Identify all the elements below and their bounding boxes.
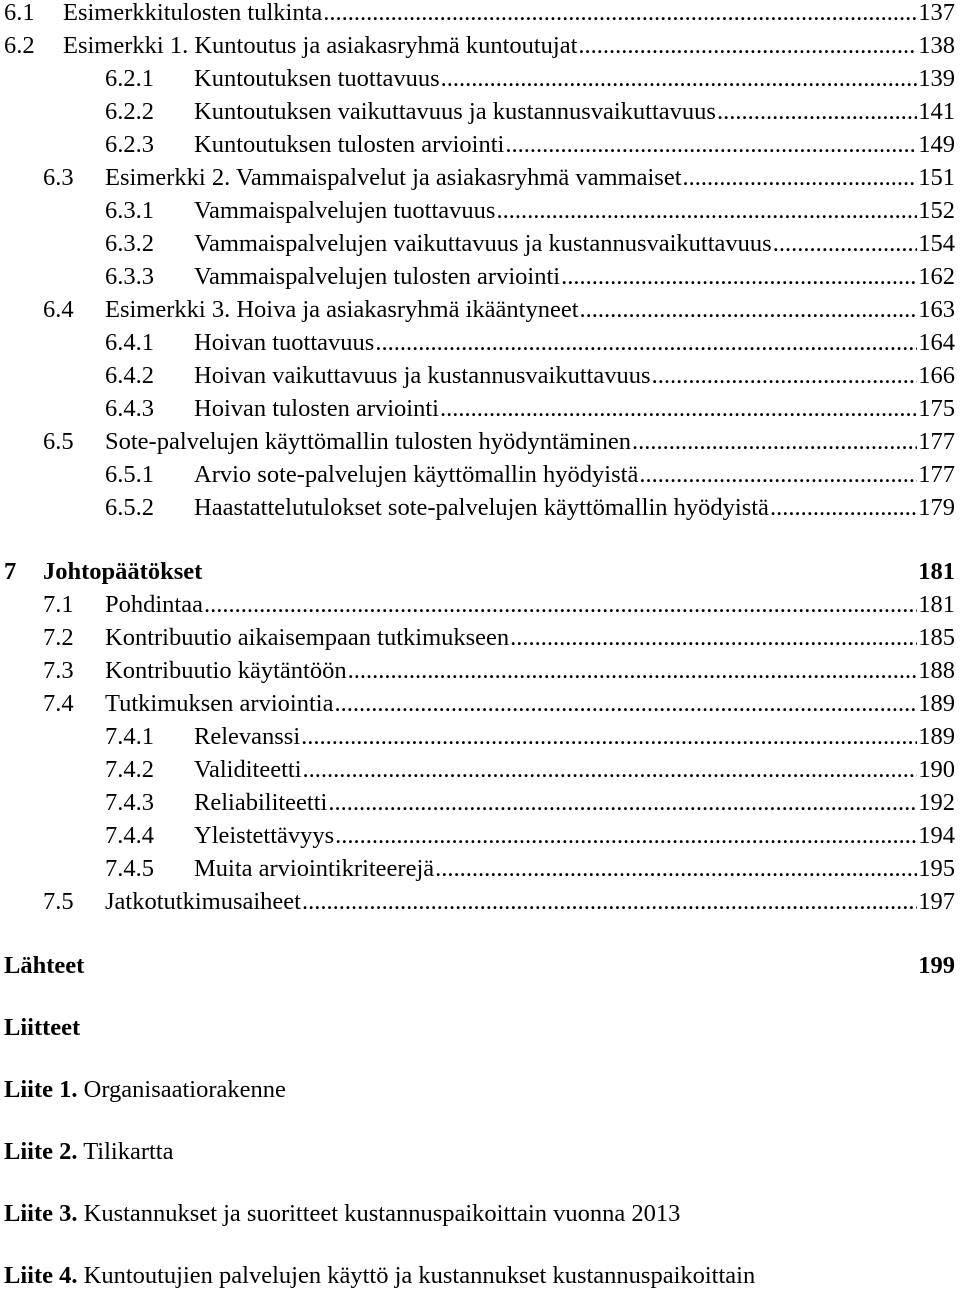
toc-page-number: 177 xyxy=(918,461,955,488)
dot-leader xyxy=(652,359,918,392)
appendix-title: Kustannukset ja suoritteet kustannuspaikoittain vuonna 2013 xyxy=(83,1200,681,1227)
toc-title: Kontribuutio käytäntöön xyxy=(105,657,347,684)
toc-title: Kontribuutio aikaisempaan tutkimukseen xyxy=(105,624,510,651)
toc-title: Pohdintaa xyxy=(105,591,203,618)
toc-title: Kuntoutuksen tulosten arviointi xyxy=(194,131,505,158)
toc-number: 7.3 xyxy=(43,657,74,684)
dot-leader xyxy=(561,260,917,293)
toc-entry-7-1[interactable] xyxy=(43,588,955,621)
appendix-item-3[interactable] xyxy=(4,1197,680,1230)
toc-title: Yleistettävyys xyxy=(194,822,335,849)
toc-page-number: 188 xyxy=(918,657,955,684)
appendix-title: Organisaatiorakenne xyxy=(83,1076,286,1103)
toc-page-number: 175 xyxy=(918,395,955,422)
toc-number: 6.4.1 xyxy=(105,329,154,356)
toc-title: Validiteetti xyxy=(194,756,302,783)
toc-title: Jatkotutkimusaiheet xyxy=(105,888,301,915)
toc-entry-7-5[interactable] xyxy=(43,885,955,918)
dot-leader xyxy=(505,128,917,161)
toc-title: Haastattelutulokset sote-palvelujen käyttömallin hyödyistä xyxy=(194,494,769,521)
toc-title: Arvio sote-palvelujen käyttömallin hyödyistä xyxy=(194,461,639,488)
toc-entry-7-4-3[interactable] xyxy=(105,786,955,819)
toc-title: Esimerkkitulosten tulkinta xyxy=(63,0,323,26)
toc-number: 7.5 xyxy=(43,888,74,915)
toc-entry-7-4-4[interactable] xyxy=(105,819,955,852)
toc-entry-6-5-2[interactable] xyxy=(105,491,955,524)
toc-number: 7.4.4 xyxy=(105,822,154,849)
toc-page-number: 181 xyxy=(918,591,955,618)
appendix-title: Tilikartta xyxy=(83,1138,174,1165)
dot-leader xyxy=(335,819,917,852)
appendix-label: Liite 1. xyxy=(4,1076,78,1103)
toc-title: Relevanssi xyxy=(194,723,301,750)
appendix-title: Kuntoutujien palvelujen käyttö ja kustannukset kustannuspaikoittain xyxy=(83,1262,756,1289)
toc-title: Kuntoutuksen vaikuttavuus ja kustannusvaikuttavuus xyxy=(194,98,716,125)
dot-leader xyxy=(773,227,918,260)
toc-title: Vammaispalvelujen tuottavuus xyxy=(194,197,496,224)
toc-number: 6.4 xyxy=(43,296,74,323)
toc-number: 6.5.1 xyxy=(105,461,154,488)
dot-leader xyxy=(435,852,917,885)
dot-leader xyxy=(301,720,917,753)
toc-number: 6.3.3 xyxy=(105,263,154,290)
toc-entry-6-5[interactable] xyxy=(43,425,955,458)
toc-entry-6-3-3[interactable] xyxy=(105,260,955,293)
toc-page-number: 137 xyxy=(918,0,955,26)
toc-entry-6-2-3[interactable] xyxy=(105,128,955,161)
toc-title: Vammaispalvelujen tulosten arviointi xyxy=(194,263,561,290)
dot-leader xyxy=(303,753,918,786)
appendix-item-2[interactable] xyxy=(4,1135,173,1168)
toc-page-number: 181 xyxy=(918,558,955,585)
dot-leader xyxy=(302,885,917,918)
toc-number: 7.2 xyxy=(43,624,74,651)
toc-number: 7.4.2 xyxy=(105,756,154,783)
toc-title: Hoivan tulosten arviointi xyxy=(194,395,439,422)
dot-leader xyxy=(441,62,918,95)
toc-entry-6-4[interactable] xyxy=(43,293,955,326)
dot-leader xyxy=(375,326,917,359)
toc-chapter-7[interactable] xyxy=(4,555,955,588)
toc-entry-6-4-2[interactable] xyxy=(105,359,955,392)
toc-page-number: 179 xyxy=(918,494,955,521)
toc-title: Tutkimuksen arviointia xyxy=(105,690,334,717)
dot-leader xyxy=(770,491,917,524)
toc-entry-7-4-2[interactable] xyxy=(105,753,955,786)
toc-number: 7.1 xyxy=(43,591,74,618)
dot-leader xyxy=(348,654,918,687)
toc-page-number: 154 xyxy=(918,230,955,257)
toc-page-number: 195 xyxy=(918,855,955,882)
toc-entry-6-2-2[interactable] xyxy=(105,95,955,128)
toc-page-number: 197 xyxy=(918,888,955,915)
dot-leader xyxy=(683,161,918,194)
toc-title: Vammaispalvelujen vaikuttavuus ja kustannusvaikuttavuus xyxy=(194,230,772,257)
toc-number: 6.3.1 xyxy=(105,197,154,224)
toc-page-number: 138 xyxy=(918,32,955,59)
toc-page-number: 185 xyxy=(918,624,955,651)
toc-page-number: 151 xyxy=(918,164,955,191)
dot-leader xyxy=(639,458,917,491)
dot-leader xyxy=(328,786,917,819)
toc-liitteet-heading: Liitteet xyxy=(4,1014,81,1041)
toc-title: Kuntoutuksen tuottavuus xyxy=(194,65,440,92)
toc-entry-6-1[interactable] xyxy=(4,0,955,29)
toc-entry-6-3-2[interactable] xyxy=(105,227,955,260)
toc-number: 6.2.1 xyxy=(105,65,154,92)
toc-page-number: 166 xyxy=(918,362,955,389)
toc-number: 6.4.2 xyxy=(105,362,154,389)
dot-leader xyxy=(204,588,917,621)
appendix-item-4[interactable] xyxy=(4,1259,755,1292)
toc-entry-6-4-3[interactable] xyxy=(105,392,955,425)
appendix-label: Liite 4. xyxy=(4,1262,78,1289)
toc-number: 6.3 xyxy=(43,164,74,191)
toc-title: Hoivan tuottavuus xyxy=(194,329,375,356)
toc-page-number: 194 xyxy=(918,822,955,849)
toc-number: 7.4 xyxy=(43,690,74,717)
dot-leader xyxy=(510,621,917,654)
toc-page-number: 189 xyxy=(918,723,955,750)
toc-page-number: 192 xyxy=(918,789,955,816)
toc-page-number: 177 xyxy=(918,428,955,455)
toc-lahteet[interactable] xyxy=(4,949,955,982)
dot-leader xyxy=(496,194,917,227)
toc-entry-6-2-1[interactable] xyxy=(105,62,955,95)
toc-entry-6-2[interactable] xyxy=(4,29,955,62)
dot-leader xyxy=(578,29,917,62)
appendix-label: Liite 3. xyxy=(4,1200,78,1227)
toc-entry-6-5-1[interactable] xyxy=(105,458,955,491)
dot-leader xyxy=(440,392,917,425)
toc-entry-7-2[interactable] xyxy=(43,621,955,654)
toc-entry-7-4[interactable] xyxy=(43,687,955,720)
toc-title: Esimerkki 3. Hoiva ja asiakasryhmä ikääntyneet xyxy=(105,296,579,323)
dot-leader xyxy=(334,687,917,720)
toc-page-number: 139 xyxy=(918,65,955,92)
toc-page-number: 149 xyxy=(918,131,955,158)
toc-entry-7-3[interactable] xyxy=(43,654,955,687)
toc-number: 6.1 xyxy=(4,0,35,26)
toc-number: 7.4.1 xyxy=(105,723,154,750)
dot-leader xyxy=(632,425,917,458)
toc-page-number: 162 xyxy=(918,263,955,290)
appendix-item-1[interactable] xyxy=(4,1073,286,1106)
toc-number: 7.4.3 xyxy=(105,789,154,816)
dot-leader xyxy=(717,95,917,128)
toc-number: 6.2.2 xyxy=(105,98,154,125)
toc-entry-7-4-1[interactable] xyxy=(105,720,955,753)
toc-title: Lähteet xyxy=(4,952,85,979)
toc-entry-7-4-5[interactable] xyxy=(105,852,955,885)
toc-page-number: 141 xyxy=(918,98,955,125)
toc-number: 7.4.5 xyxy=(105,855,154,882)
toc-number: 7 xyxy=(4,558,17,585)
toc-number: 6.5 xyxy=(43,428,74,455)
toc-number: 6.2 xyxy=(4,32,35,59)
toc-number: 6.2.3 xyxy=(105,131,154,158)
toc-title: Reliabiliteetti xyxy=(194,789,328,816)
toc-page-number: 190 xyxy=(918,756,955,783)
appendix-label: Liite 2. xyxy=(4,1138,78,1165)
toc-title: Sote-palvelujen käyttömallin tulosten hyödyntäminen xyxy=(105,428,631,455)
dot-leader xyxy=(580,293,918,326)
toc-title: Esimerkki 1. Kuntoutus ja asiakasryhmä kuntoutujat xyxy=(63,32,578,59)
toc-page-number: 163 xyxy=(918,296,955,323)
toc-title: Esimerkki 2. Vammaispalvelut ja asiakasryhmä vammaiset xyxy=(105,164,682,191)
toc-page-number: 152 xyxy=(918,197,955,224)
toc-entry-6-3-1[interactable] xyxy=(105,194,955,227)
toc-page-number: 199 xyxy=(918,952,955,979)
toc-title: Hoivan vaikuttavuus ja kustannusvaikuttavuus xyxy=(194,362,651,389)
toc-number: 6.3.2 xyxy=(105,230,154,257)
toc-title: Muita arviointikriteerejä xyxy=(194,855,435,882)
toc-page-number: 189 xyxy=(918,690,955,717)
dot-leader xyxy=(323,0,917,29)
toc-number: 6.4.3 xyxy=(105,395,154,422)
toc-page-number: 164 xyxy=(918,329,955,356)
toc-title: Johtopäätökset xyxy=(43,558,203,585)
toc-entry-6-3[interactable] xyxy=(43,161,955,194)
toc-number: 6.5.2 xyxy=(105,494,154,521)
toc-entry-6-4-1[interactable] xyxy=(105,326,955,359)
